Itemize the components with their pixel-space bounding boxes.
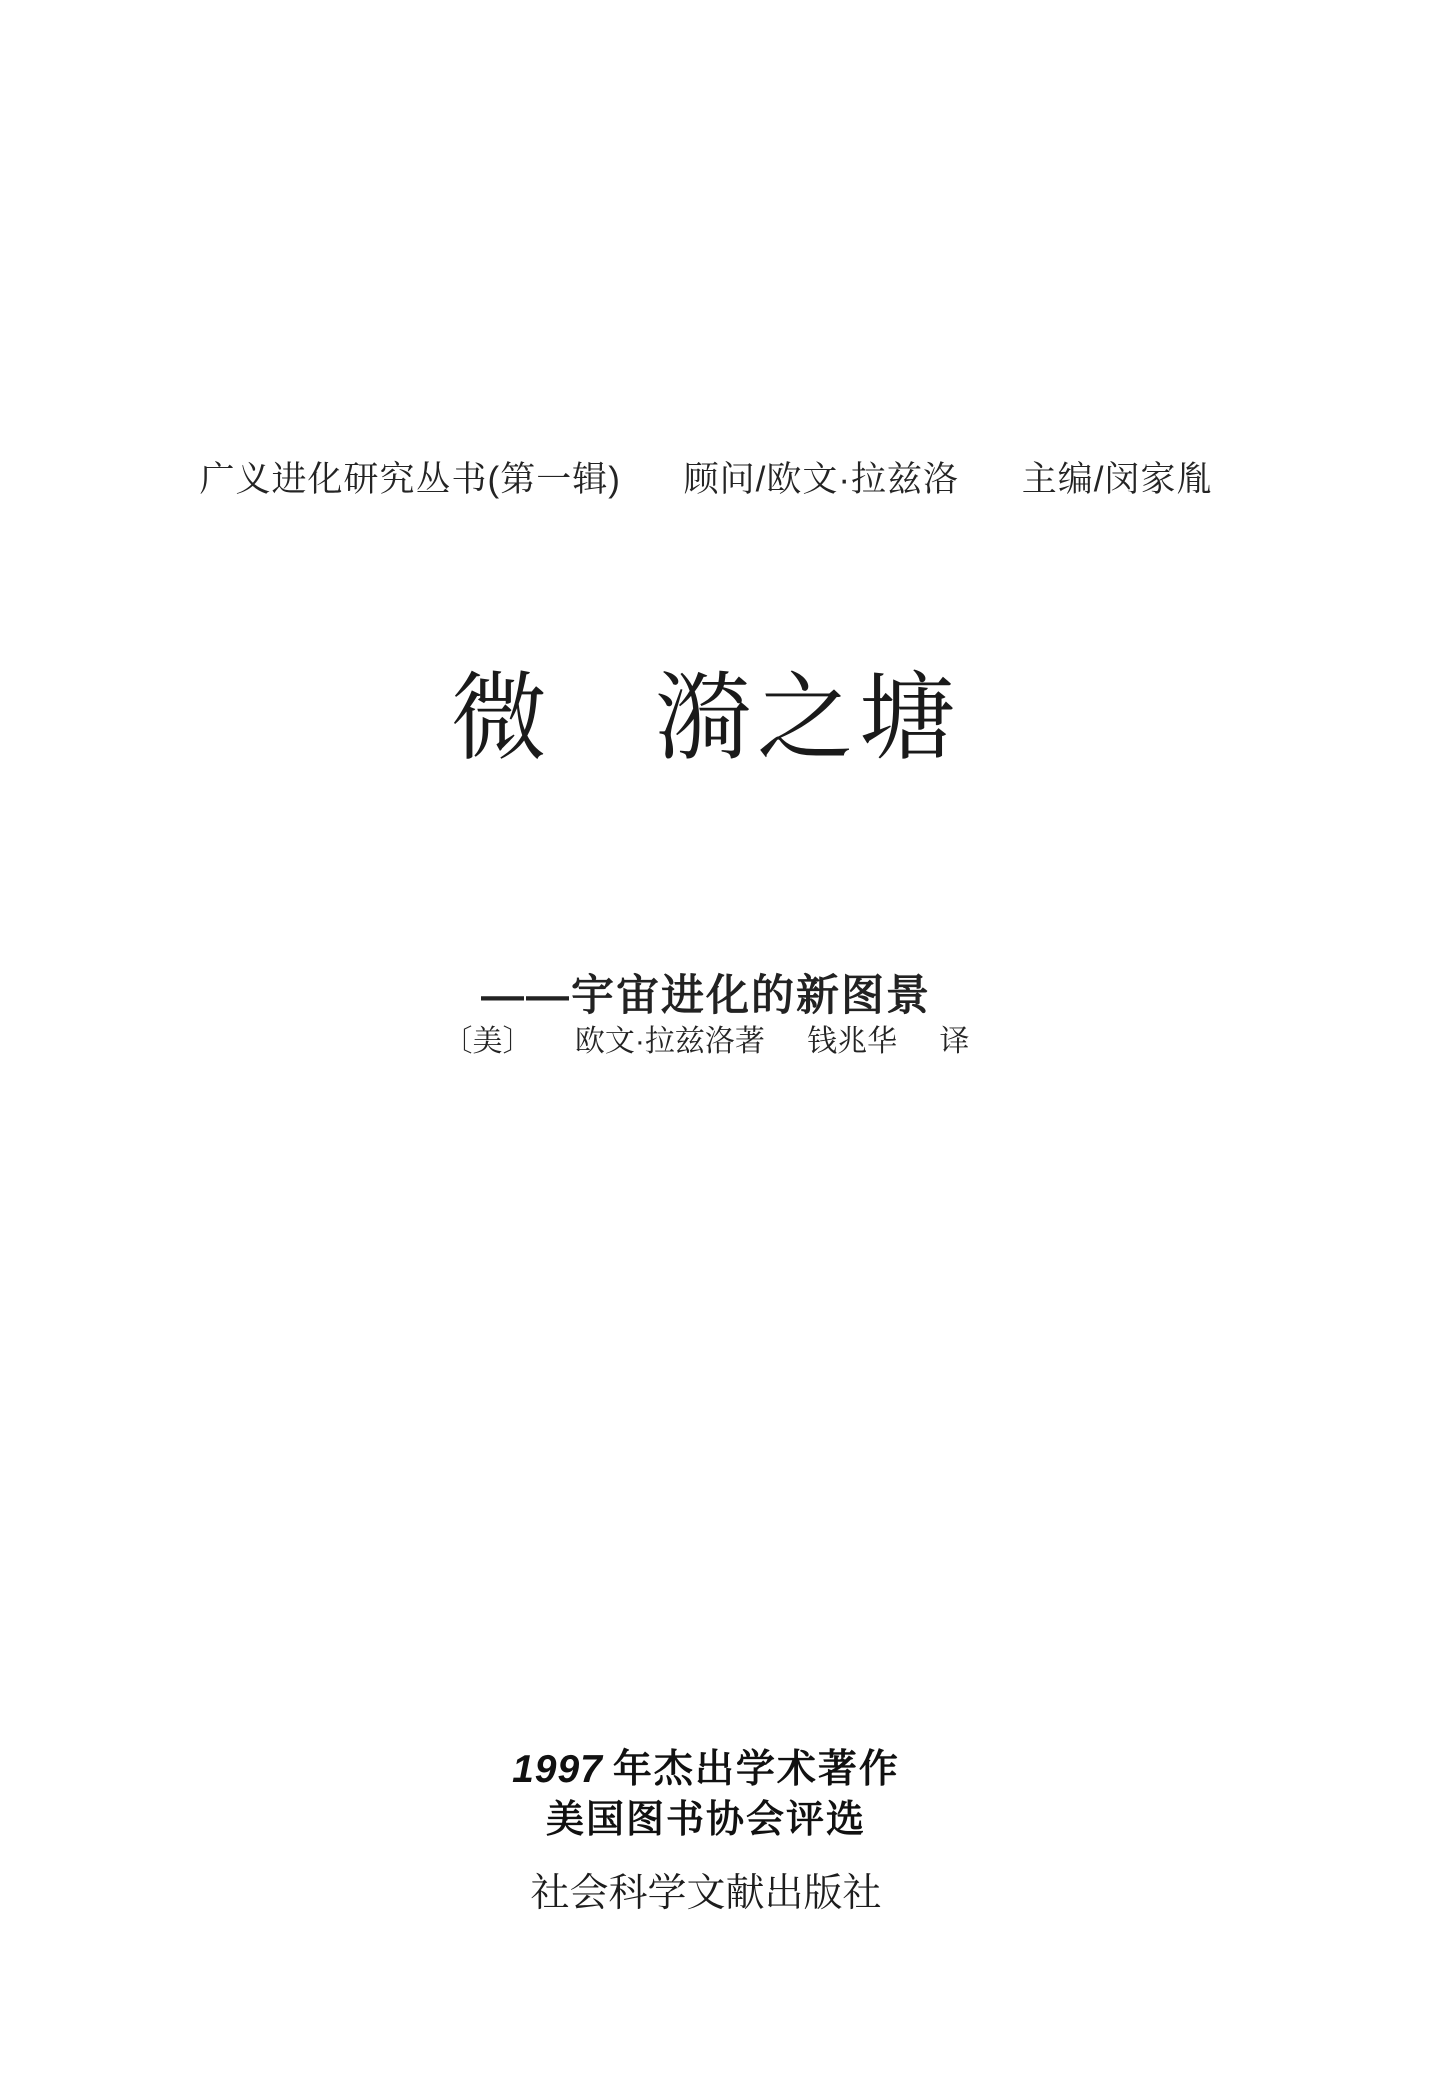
book-title: 微 漪之塘: [451, 665, 961, 772]
advisor-credit: 顾问/欧文·拉兹洛: [683, 460, 959, 499]
translator-name: 钱兆华: [807, 1025, 898, 1058]
award-line-2: 美国图书协会评选: [545, 1799, 866, 1841]
translator-role: 译: [939, 1025, 970, 1058]
author-origin: 〔美〕: [442, 1025, 533, 1058]
byline: [0, 1016, 1412, 1060]
series-name: 广义进化研究丛书(第一辑): [199, 460, 621, 499]
series-line: [0, 452, 1412, 502]
author-name: 欧文·拉兹洛著: [574, 1025, 765, 1058]
chief-editor-credit: 主编/闵家胤: [1021, 460, 1213, 499]
award-line1-text: 年杰出学术著作: [612, 1748, 900, 1791]
award-line-1: [0, 1738, 1412, 1794]
publisher-name: 社会科学文献出版社: [530, 1872, 882, 1915]
book-subtitle: ——宇宙进化的新图景: [481, 972, 931, 1020]
award-year: 1997: [512, 1748, 603, 1791]
